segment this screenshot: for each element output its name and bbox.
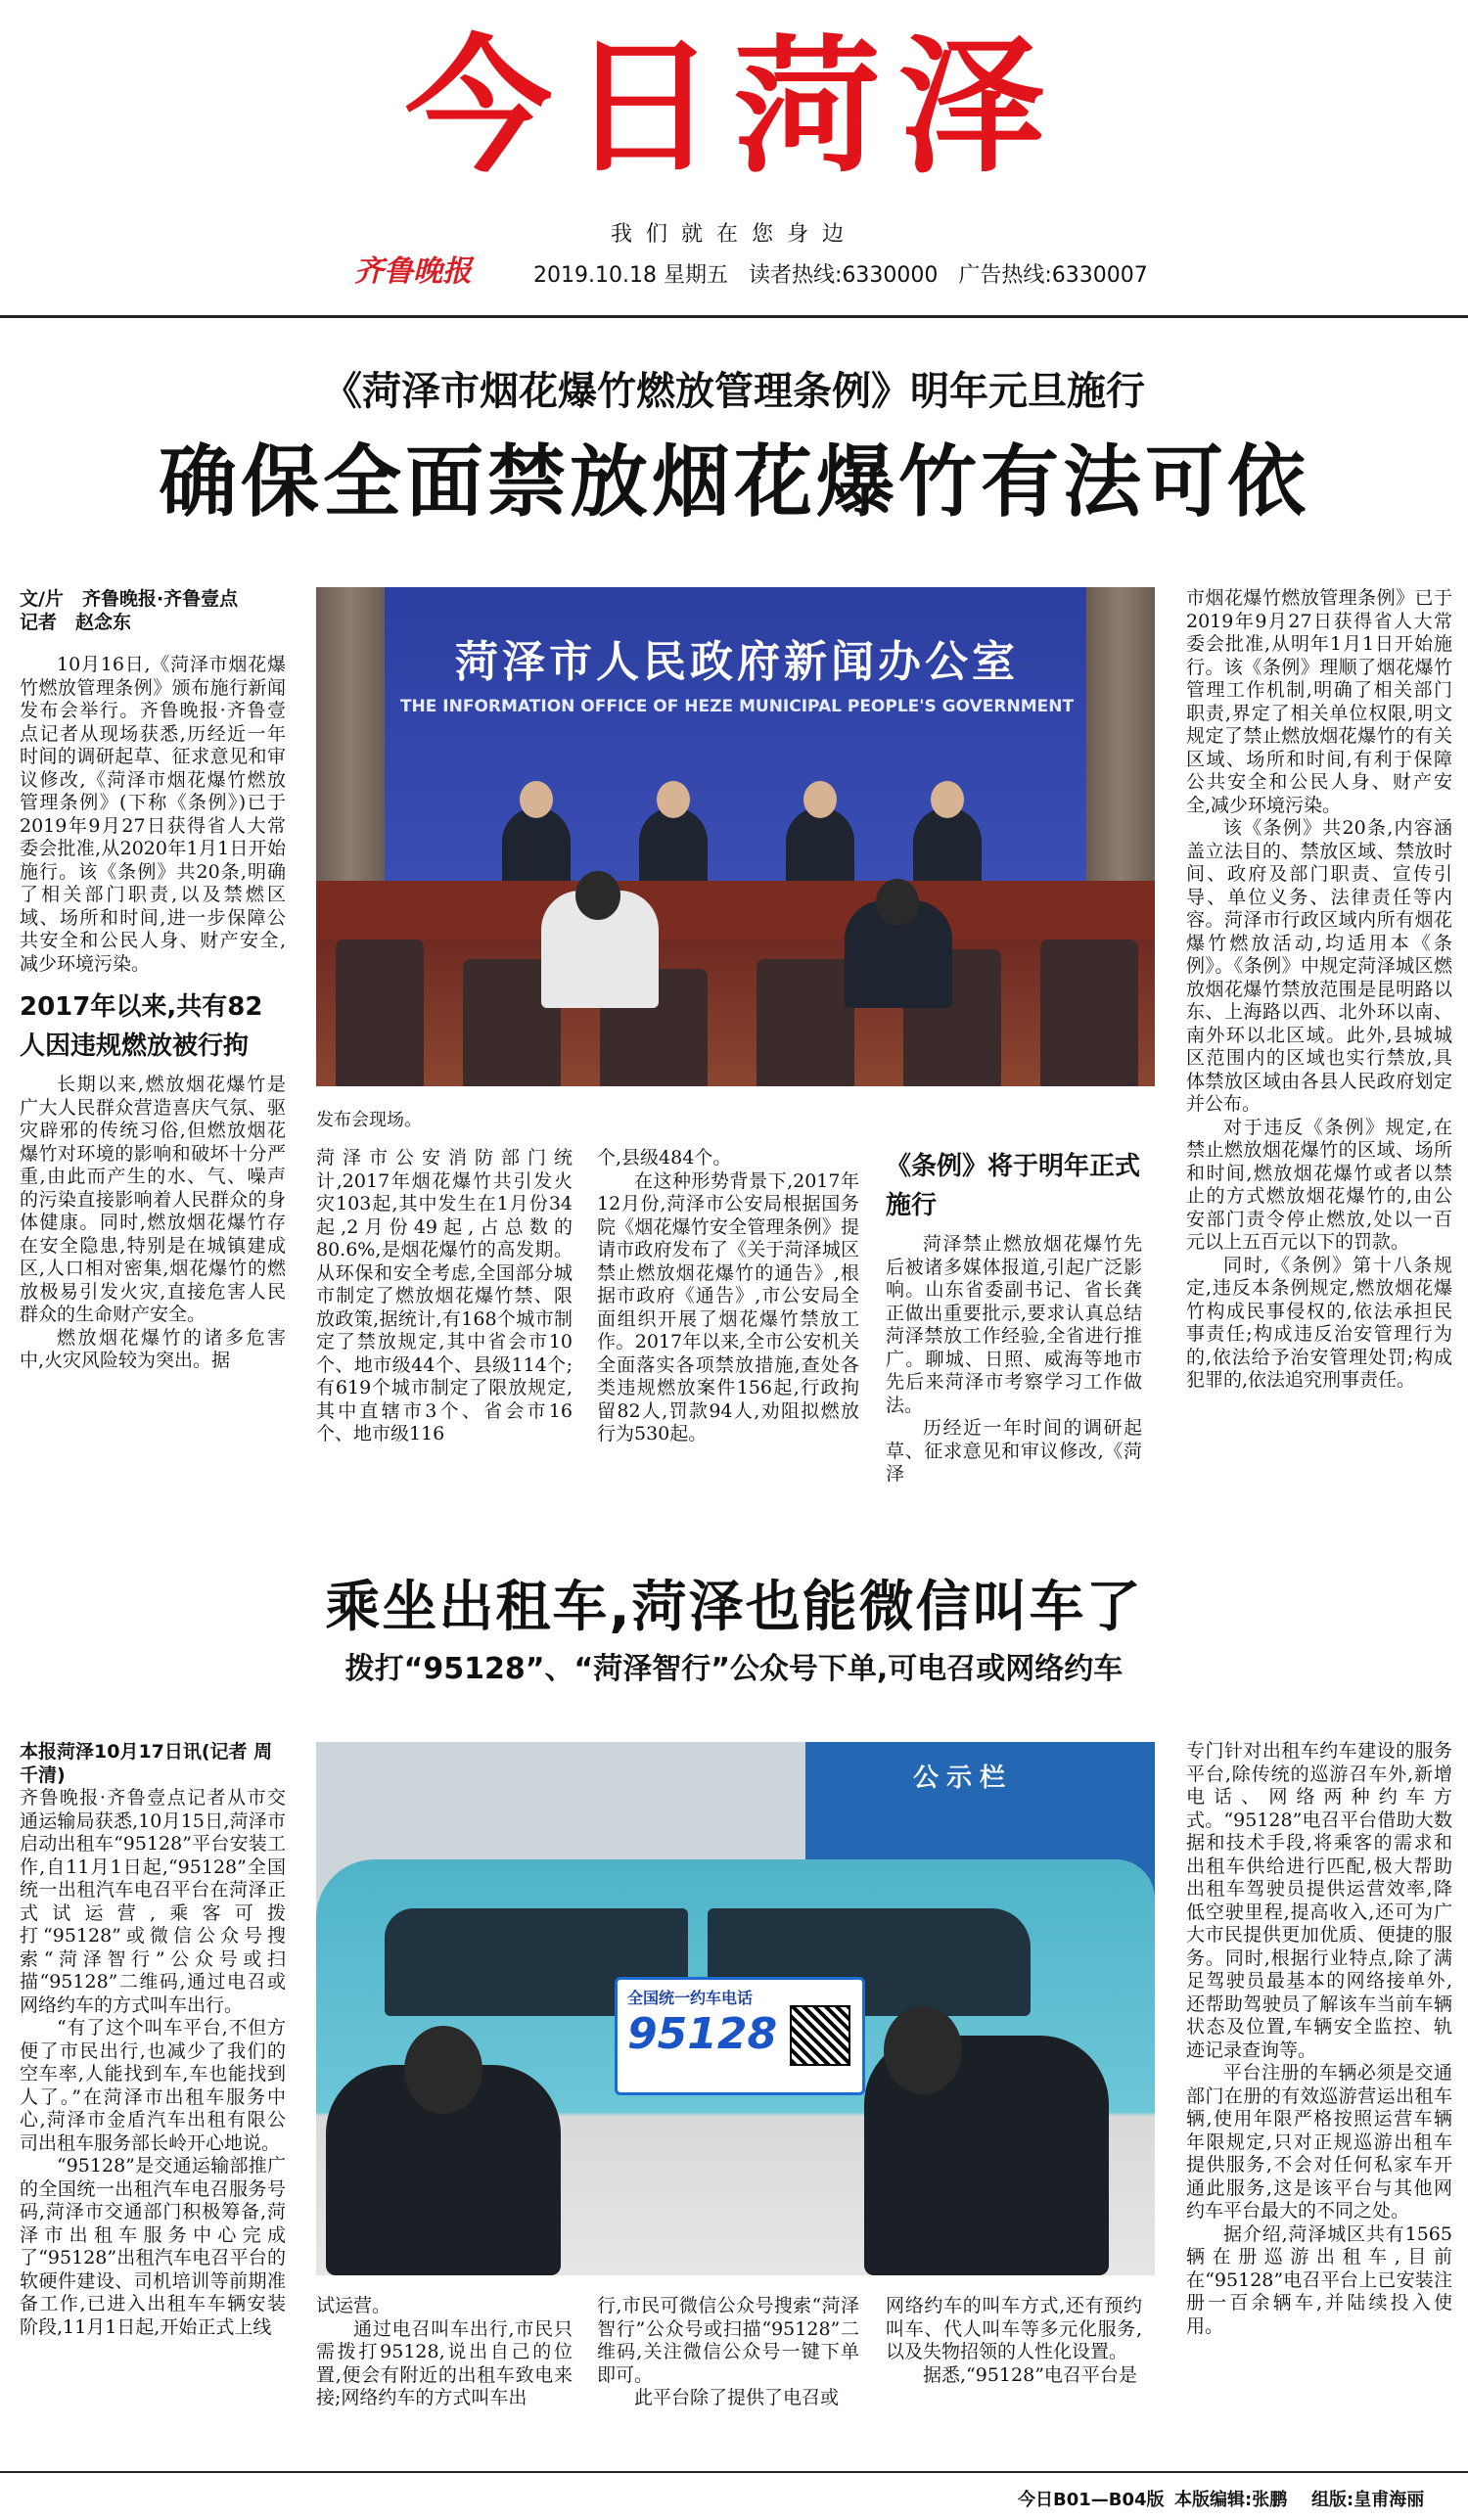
article1-credit: [20, 587, 286, 634]
article2-column-2: [316, 2295, 573, 2410]
paragraph: 试运营。: [316, 2295, 391, 2316]
photo-sign-cn: 菏泽市人民政府新闻办公室: [455, 637, 1019, 687]
article2-kicker: 拨打“95128”、“菏泽智行”公众号下单,可电召或网络约车: [344, 1652, 1124, 1686]
article1-body: [20, 1074, 286, 1373]
paragraph: 网络约车的叫车方式,还有预约叫车、代人叫车等多元化服务,以及失物招领的人性化设置。: [886, 2295, 1142, 2362]
masthead-logo: 今日菏泽: [404, 23, 1063, 193]
ad-hotline: 广告热线:6330007: [958, 263, 1148, 288]
article1-column-4: [886, 1147, 1142, 1487]
article1-headline: 确保全面禁放烟花爆竹有法可依: [159, 436, 1309, 527]
paragraph: 个,县级484个。: [597, 1147, 732, 1168]
paragraph: 对于违反《条例》规定,在禁止燃放烟花爆竹的区域、场所和时间,燃放烟花爆竹或者以禁止的方式燃放烟花爆竹的,由公安部门责令停止燃放,处以一百元以上五百元以下的罚款。: [1186, 1116, 1452, 1253]
footer-proofreader: 组版:皇甫海丽: [1311, 2490, 1425, 2510]
paragraph: 专门针对出租车约车建设的服务平台,除传统的巡游召车外,新增电话、网络两种约车方式。“95128”电召平台借助大数据和技术手段,将乘客的需求和出租车供给进行匹配,极大帮助出租车驾驶员提供运营效率,降低空驶里程,提高收入,还可为广大市民提供更加优质、便捷的服务。同时,根据行业特点,除了满足驾驶员最基本的网络接单外,还帮助驾驶员了解该车当前车辆状态及位置,车辆安全监控、轨迹记录查询等。: [1186, 1740, 1452, 2061]
qr-code-icon: [790, 2005, 850, 2066]
photo-floor: [316, 939, 1155, 1086]
article2-body: [20, 1787, 286, 2339]
masthead-slogan: 我们就在您身边: [610, 222, 857, 247]
footer-editor: 本版编辑:张鹏: [1174, 2490, 1288, 2510]
speaker-figure: [786, 807, 854, 886]
speaker-figure: [502, 807, 571, 886]
photo-curtain: [316, 587, 385, 910]
article2-column-4: [886, 2295, 1142, 2387]
audience-head: [876, 879, 919, 926]
article1-subhead-1: 2017年以来,共有82人因违规燃放被行拘: [20, 992, 263, 1061]
newspaper-brand: 齐鲁晚报: [354, 254, 472, 289]
95128-sticker: [615, 1977, 865, 2095]
paragraph: “95128”是交通运输部推广的全国统一出租汽车电召服务号码,菏泽市交通部门积极筹备,菏泽市出租车服务中心完成了“95128”出租汽车电召平台的软硬件建设、司机培训等前期准备工作,已进入出租车车辆安装阶段,11月1日起,开始正式上线: [20, 2155, 286, 2338]
credit-line: 文/片 齐鲁晚报·齐鲁壹点: [20, 588, 239, 610]
article2-headline: 乘坐出租车,菏泽也能微信叫车了: [325, 1576, 1143, 1639]
paragraph: 通过电召叫车出行,市民只需拨打95128,说出自己的位置,便会有附近的出租车致电来接;网络约车的方式叫车出: [316, 2317, 573, 2408]
paragraph: 该《条例》共20条,内容涵盖立法目的、禁放区域、禁放时间、政府及部门职责、宣传引导、单位义务、法律责任等内容。菏泽市行政区域内所有烟花爆竹燃放活动,均适用本《条例》。《条例》中规定菏泽城区燃放烟花爆竹禁放范围是昆明路以东、上海路以西、北外环以南、南外环以北区域。此外,县城城区范围内的区域也实行禁放,具体禁放区域由各县人民政府划定并公布。: [1186, 817, 1452, 1115]
speaker-head: [803, 781, 837, 818]
photo-chair: [1040, 939, 1138, 1086]
footer-rule: [0, 2471, 1468, 2473]
paragraph: 10月16日,《菏泽市烟花爆竹燃放管理条例》颁布施行新闻发布会举行。齐鲁晚报·齐鲁壹点记者从现场获悉,历经近一年时间的调研起草、征求意见和审议修改,《菏泽市烟花爆竹燃放管理条例》(下称《条例》)已于2019年9月27日获得省人大常委会批准,从2020年1月1日开始施行。该《条例》共20条,明确了相关部门职责,以及禁燃区域、场所和时间,进一步保障公共安全和公民人身、财产安全,减少环境污染。: [20, 654, 286, 975]
article2-lead: 本报菏泽10月17日讯(记者 周千清): [20, 1741, 273, 1786]
speaker-head: [657, 781, 690, 818]
article1-column-2: [316, 1147, 573, 1446]
credit-line: 记者 赵念东: [20, 612, 132, 633]
article1-subhead-2: 《条例》将于明年正式施行: [886, 1152, 1141, 1220]
article2-column-3: [597, 2295, 859, 2410]
article2-column-1: [20, 1740, 286, 2339]
article1-column-1: [20, 587, 286, 1373]
article1-column-5: [1186, 587, 1452, 1393]
speaker-figure: [913, 807, 982, 886]
paragraph: 燃放烟花爆竹的诸多危害中,火灾风险较为突出。据: [20, 1326, 286, 1371]
speaker-figure: [639, 807, 708, 886]
paragraph: 同时,《条例》第十八条规定,违反本条例规定,燃放烟花爆竹构成民事侵权的,依法承担民事责任;构成违反治安管理行为的,依法给予治安管理处罚;构成犯罪的,依法追究刑事责任。: [1186, 1254, 1452, 1391]
photo-sign-en: THE INFORMATION OFFICE OF HEZE MUNICIPAL PEOPLE'S GOVERNMENT: [399, 697, 1075, 716]
reader-hotline: 读者热线:6330000: [748, 263, 939, 288]
paragraph: 平台注册的车辆必须是交通部门在册的有效巡游营运出租车辆,使用年限严格按照运营车辆年限规定,只对正规巡游出租车提供服务,不会对任何私家车开通此服务,这是该平台与其他网约车平台最大的不同之处。: [1186, 2062, 1452, 2222]
dateline: [533, 258, 1162, 289]
photo-curtain: [1086, 587, 1155, 910]
paragraph: 菏泽市公安消防部门统计,2017年烟花爆竹共引发火灾103起,其中发生在1月份34起,2月份49起,占总数的80.6%,是烟花爆竹的高发期。从环保和安全考虑,全国部分城市制定了燃放烟花爆竹禁、限放政策,据统计,有168个城市制定了禁放规定,其中省会市10个、地市级44个、县级114个;有619个城市制定了限放规定,其中直辖市3个、省会市16个、地市级116: [316, 1147, 573, 1444]
paragraph: 据介绍,菏泽城区共有1565辆在册巡游出租车,目前在“95128”电召平台上已安装注册一百余辆车,并陆续投入使用。: [1186, 2222, 1452, 2337]
speaker-head: [931, 781, 964, 818]
sticker-number: 95128: [627, 2009, 778, 2059]
masthead-rule: [0, 315, 1468, 318]
article1-column-3: [597, 1147, 859, 1446]
press-conference-photo: [316, 587, 1155, 1086]
worker-head: [404, 2026, 482, 2114]
article1-kicker: 《菏泽市烟花爆竹燃放管理条例》明年元旦施行: [323, 369, 1145, 414]
worker-head: [884, 2006, 962, 2094]
paragraph: 菏泽禁止燃放烟花爆竹先后被诸多媒体报道,引起广泛影响。山东省委副书记、省长龚正做出重要批示,要求认真总结菏泽禁放工作经验,全省进行推广。聊城、日照、威海等地市先后来菏泽市考察学习工作做法。: [886, 1233, 1142, 1416]
bulletin-board-sign: 公示栏: [913, 1764, 1014, 1793]
paragraph: 在这种形势背景下,2017年12月份,菏泽市公安局根据国务院《烟花爆竹安全管理条例》提请市政府发布了《关于菏泽城区禁止燃放烟花爆竹的通告》,根据市政府《通告》,市公安局全面组织开展了烟花爆竹禁放工作。2017年以来,全市公安机关全面落实各项禁放措施,查处各类违规燃放案件156起,行政拘留82人,罚款94人,劝阻拟燃放行为530起。: [597, 1169, 859, 1444]
paragraph: 此平台除了提供了电召或: [634, 2387, 840, 2408]
taxi-photo: [316, 1742, 1155, 2275]
footer-pages: 今日B01—B04版: [1018, 2490, 1165, 2510]
paragraph: “有了这个叫车平台,不但方便了市民出行,也减少了我们的空车率,人能找到车,车也能找到人了。”在菏泽市出租车服务中心,菏泽市金盾汽车出租有限公司出租车服务部长岭开心地说。: [20, 2017, 286, 2154]
article1-body: [20, 654, 286, 976]
sticker-title: 全国统一约车电话: [627, 1989, 754, 2007]
photo-table: [316, 881, 1155, 939]
paragraph: 长期以来,燃放烟花爆竹是广大人民群众营造喜庆气氛、驱灾辟邪的传统习俗,但燃放烟花爆竹对环境的影响和破坏十分严重,由此而产生的水、气、噪声的污染直接影响着人民群众的身体健康。同时,燃放烟花爆竹存在安全隐患,特别是在城镇建成区,人口相对密集,烟花爆竹的燃放极易引发火灾,直接危害人民群众的生命财产安全。: [20, 1074, 286, 1325]
issue-date: 2019.10.18 星期五: [533, 263, 728, 288]
photo-caption: 发布会现场。: [316, 1110, 422, 1130]
article2-column-5: [1186, 1740, 1452, 2338]
paragraph: 据悉,“95128”电召平台是: [923, 2363, 1137, 2386]
paragraph: 齐鲁晚报·齐鲁壹点记者从市交通运输局获悉,10月15日,菏泽市启动出租车“95128”平台安装工作,自11月1日起,“95128”全国统一出租汽车电召平台在菏泽正式试运营,乘客可拨打“95128”或微信公众号搜索“菏泽智行”公众号或扫描“95128”二维码,通过电召或网络约车的方式叫车出行。: [20, 1787, 286, 2016]
audience-head: [575, 871, 620, 920]
paragraph: 行,市民可微信公众号搜索“菏泽智行”公众号或扫描“95128”二维码,关注微信公众号一键下单即可。: [597, 2295, 859, 2386]
photo-chair: [757, 959, 854, 1086]
article1-body: [886, 1233, 1142, 1487]
paragraph: 市烟花爆竹燃放管理条例》已于2019年9月27日获得省人大常委会批准,从明年1月1日开始施行。该《条例》理顺了烟花爆竹管理工作机制,明确了相关部门职责,界定了相关单位权限,明文规定了禁止燃放烟花爆竹的有关区域、场所和时间,有利于保障公共安全和公民人身、财产安全,减少环境污染。: [1186, 587, 1452, 816]
paragraph: 历经近一年时间的调研起草、征求意见和审议修改,《菏泽: [886, 1417, 1142, 1485]
photo-chair: [336, 939, 424, 1086]
speaker-head: [520, 781, 553, 818]
